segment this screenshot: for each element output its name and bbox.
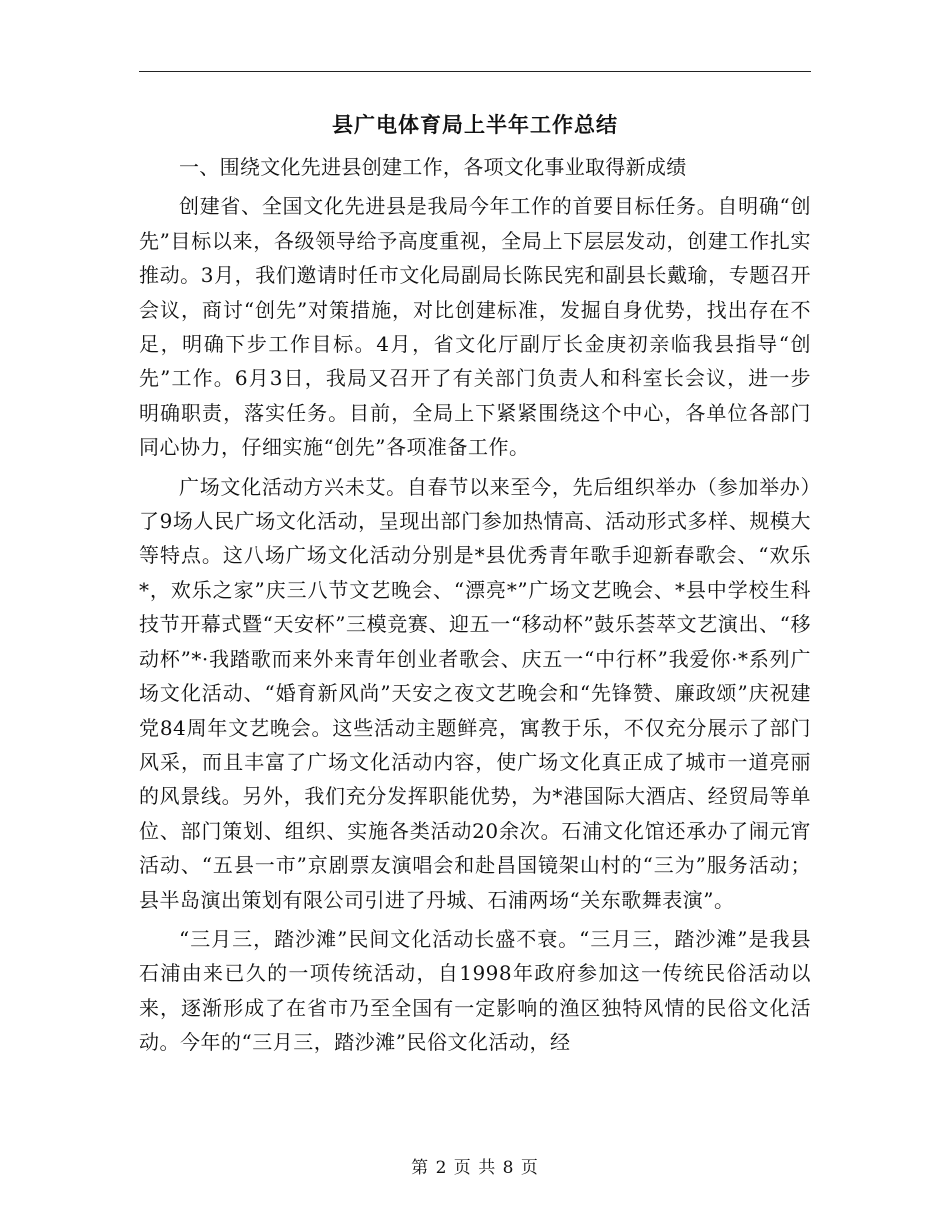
document-title: 县广电体育局上半年工作总结	[332, 112, 618, 137]
body-paragraph: 广场文化活动方兴未艾。自春节以来至今，先后组织举办（参加举办）了9场人民广场文化活动，呈现出部门参加热情高、活动形式多样、规模大等特点。这八场广场文化活动分别是*县优秀青年歌手迎新春歌会、“欢乐*，欢乐之家”庆三八节文艺晚会、“漂亮*”广场文艺晚会、*县中学校生科技节开幕式暨“天安杯”三模竞赛、迎五一“移动杯”鼓乐荟萃文艺演出、“移动杯”*·我踏歌而来外来青年创业者歌会、庆五一“中行杯”我爱你·*系列广场文化活动、“婚育新风尚”天安之夜文艺晚会和“先锋赞、廉政颂”庆祝建党84周年文艺晚会。这些活动主题鲜亮，寓教于乐，不仅充分展示了部门风采，而且丰富了广场文化活动内容，使广场文化真正成了城市一道亮丽的风景线。另外，我们充分发挥职能优势，为*港国际大酒店、经贸局等单位、部门策划、组织、实施各类活动20余次。石浦文化馆还承办了闹元宵活动、“五县一市”京剧票友演唱会和赴昌国镜架山村的“三为”服务活动；县半岛演出策划有限公司引进了丹城、石浦两场“关东歌舞表演”。	[139, 474, 811, 912]
body-paragraph: 创建省、全国文化先进县是我局今年工作的首要目标任务。自明确“创先”目标以来，各级领导给予高度重视，全局上下层层发动，创建工作扎实推动。3月，我们邀请时任市文化局副局长陈民宪和副县长戴瑜，专题召开会议，商讨“创先”对策措施，对比创建标准，发掘自身优势，找出存在不足，明确下步工作目标。4月，省文化厅副厅长金庚初亲临我县指导“创先”工作。6月3日，我局又召开了有关部门负责人和科室长会议，进一步明确职责，落实任务。目前，全局上下紧紧围绕这个中心，各单位各部门同心协力，仔细实施“创先”各项准备工作。	[139, 194, 811, 460]
page-footer: 第 2 页 共 8 页	[411, 1158, 539, 1178]
document-body	[139, 150, 811, 1060]
header-rule	[139, 71, 811, 72]
body-paragraph: “三月三，踏沙滩”民间文化活动长盛不衰。“三月三，踏沙滩”是我县石浦由来已久的一项传统活动，自1998年政府参加这一传统民俗活动以来，逐渐形成了在省市乃至全国有一定影响的渔区独特风情的民俗文化活动。今年的“三月三，踏沙滩”民俗文化活动，经	[139, 926, 811, 1055]
section-heading: 一、围绕文化先进县创建工作，各项文化事业取得新成绩	[179, 155, 687, 179]
